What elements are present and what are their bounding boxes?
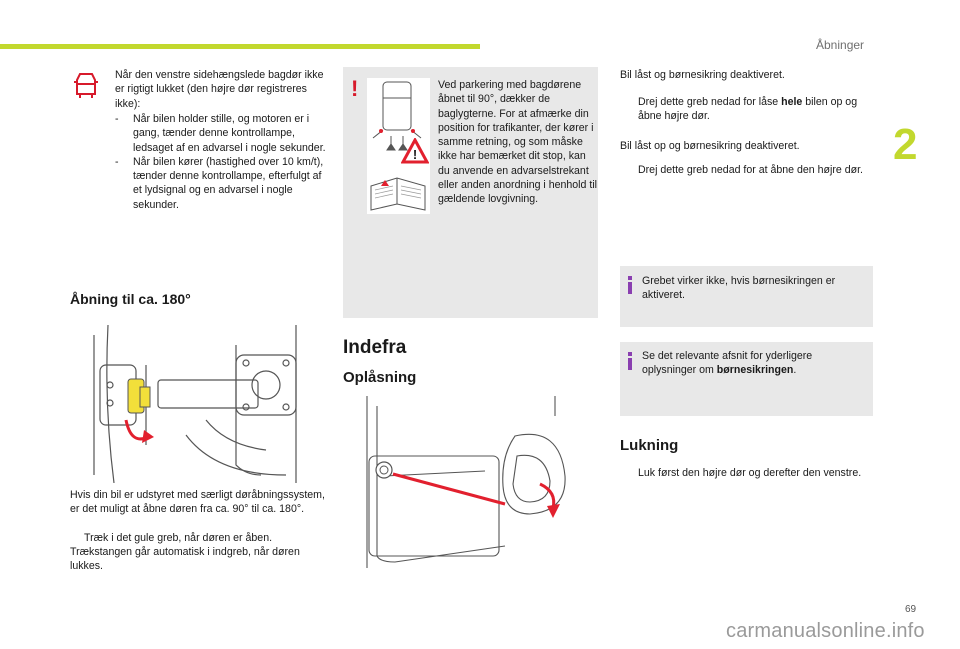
section-title: Åbninger — [816, 38, 865, 52]
state-unlocked: Bil låst op og børnesikring deaktiveret. — [620, 140, 800, 152]
step-180: Træk i det gule greb, når døren er åben. — [84, 532, 273, 544]
door-warning-icon — [72, 70, 100, 100]
warning-list — [115, 112, 330, 212]
body-180-end: Trækstangen går automatisk i indgreb, når døren lukkes. — [70, 546, 300, 573]
parking-note: Ved parkering med bagdørene åbnet til 90°, dækker de baglygterne. For at afmærke din position for trafikanter, der kører i samme retning, og som måske ikke har bemærket dit stop, kan du anvende en advarselstrekant eller anden anordning i henhold til gældende lovgivning. — [438, 79, 598, 206]
step-close: Luk først den højre dør og derefter den venstre. — [638, 467, 862, 479]
step-lock-all: Drej dette greb nedad for låse hele bilen op og åbne højre dør. — [638, 96, 858, 123]
state-locked: Bil låst og børnesikring deaktiveret. — [620, 69, 785, 81]
list-item: - Når bilen holder stille, og motoren er i gang, tænder denne kontrollampe, ledsaget af en advarsel i nogle sekunder. — [115, 113, 326, 154]
heading-oplasning: Oplåsning — [343, 369, 417, 386]
info-child-lock-text: Grebet virker ikke, hvis børnesikringen er aktiveret. — [642, 275, 836, 302]
parking-illustration — [367, 78, 430, 214]
watermark: carmanualsonline.info — [726, 620, 925, 642]
heading-lukning: Lukning — [620, 437, 679, 454]
list-item: - Når bilen kører (hastighed over 10 km/t), tænder denne kontrollampe, efterfulgt af et lydsignal og en advarsel i nogle sekunder. — [115, 155, 324, 211]
step-open-right: Drej dette greb nedad for at åbne den højre dør. — [638, 164, 863, 176]
heading-indefra: Indefra — [343, 337, 407, 358]
interior-handle-illustration — [355, 396, 583, 568]
svg-text:!: ! — [412, 147, 418, 162]
info-icon — [625, 352, 635, 370]
page-number: 69 — [905, 604, 917, 615]
body-180: Hvis din bil er udstyret med særligt døråbningssystem, er det muligt at åbne døren fra ca. 90° til ca. 180°. — [70, 489, 325, 516]
warning-intro: Når den venstre sidehængslede bagdør ikke er rigtigt lukket (den højre dør registreres ikke): — [115, 69, 324, 110]
info-reference-text: Se det relevante afsnit for yderligere oplysninger om børnesikringen. — [642, 350, 813, 377]
accent-bar — [0, 44, 480, 49]
heading-opening-180: Åbning til ca. 180° — [70, 291, 191, 307]
door-hinge-illustration — [86, 325, 314, 483]
exclamation-icon: ! — [351, 76, 359, 101]
info-icon — [625, 276, 635, 294]
chapter-number: 2 — [893, 120, 918, 169]
